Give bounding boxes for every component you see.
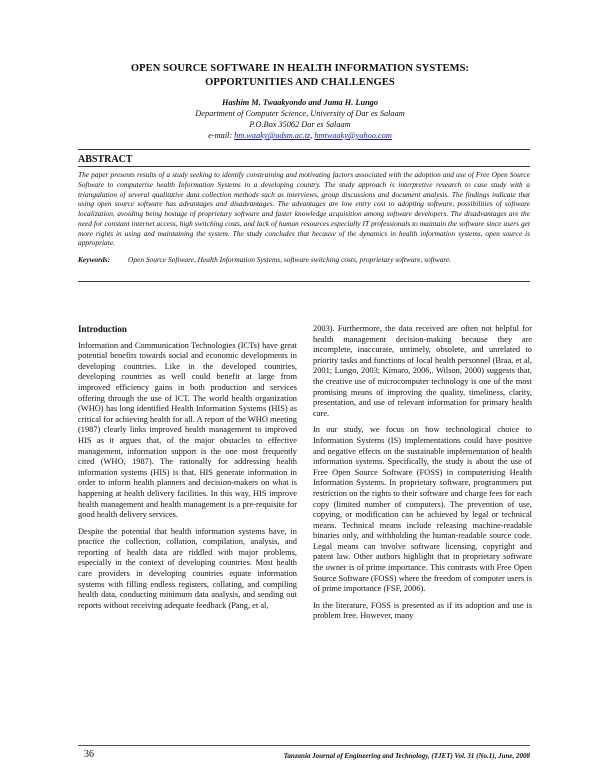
title-line-1: OPEN SOURCE SOFTWARE IN HEALTH INFORMATION SYSTEMS: xyxy=(130,63,470,74)
journal-citation: Tanzania Journal of Engineering and Technology, (TJET) Vol. 31 (No.1), June, 2008 xyxy=(283,752,530,760)
left-paragraph-1: Information and Communication Technologies (ICTs) have great potential benefits towards social and economic developments in developing countries. Like in the developed countries, developing countries as well could benefit at large from improved efficiency gains in both production and services offering through the use of ICT. The world health organization (WHO) has long identified Health Information Systems (HIS) as critical for achieving health for all. A report of the WHO meeting (1987) clearly links improved health management to improved HIS as it argues that, of the major obstacles to effective management, information support is the one most frequently cited (WHO, 1987). The rationally for addressing health information systems (HIS) is that, HIS generate information in order to inform health planners and decision-makers on what is happening at health delivery facilities. In this way, HIS improve health management and health management is a pre-requisite for good health delivery services. xyxy=(78,340,297,520)
footer-rule xyxy=(78,745,530,746)
right-paragraph-1: 2003). Furthermore, the data received are often not helpful for health management decision-making because they are incomplete, inaccurate, untimely, obsolete, and unrelated to priority tasks and functions of local health personnel (Braa, et al, 2001; Lungo, 2003; Kimaro, 2006,. Wilson, 2000) suggests that, the creative use of microcomputer technology is one of the most promising means of improving the quality, timeliness, clarity, presentation, and use of relevant information for primary health care. xyxy=(313,324,532,418)
title-line-2: OPPORTUNITIES AND CHALLENGES xyxy=(205,77,395,88)
left-column xyxy=(78,324,297,617)
abstract-text: The paper presents results of a study seeking to identify constraining and motivating factors associated with the adoption and use of Free Open Source Software to computerise health Information Systems in a developing country. The study approach is interpretive research to case study with a triangulation of several qualitative data collection methods such as interviews, group discussions and document analysis. The findings indicate that using open source software has advantages and disadvantages. The advantages are low entry cost to adopting software, possibilities of software localization, avoiding being hostage of proprietary software and faster knowledge acquisition among software developers. The disadvantages are the need for constant internet access, high switching costs, and lack of human resources especially IT professionals to maintain the software since users get more rights in using and maintaining the system. The study concludes that because of the dynamics in health information systems, open source is appropriate. xyxy=(78,170,530,248)
abstract-heading-rule xyxy=(78,166,530,167)
email-line xyxy=(60,130,540,141)
author-names: Hashim M. Twaakyondo and Juma H. Lungo xyxy=(222,98,378,107)
affiliation: Department of Computer Science, University of Dar es Salaam xyxy=(195,109,405,118)
keywords-text: Open Source Software, Health Information Systems, software switching costs, proprietary software, software. xyxy=(128,255,452,264)
keywords-label: Keywords: xyxy=(78,255,111,264)
paper-title xyxy=(60,62,540,90)
keywords-rule xyxy=(78,281,530,282)
right-paragraph-2: In our study, we focus on how technological choice to Information Systems (IS) implementations could have positive and negative effects on the sustainable implementation of health information systems. Specifically, the study is about the use of Free Open Source Software (FOSS) in computerising Health Information Systems. In proprietary software, programmers put restriction on the rights to their software and charge fees for each copy (limited number of computers). The prevention of use, copying, or modification can be achieved by legal or technical means. Technical means include releasing machine-readable binaries only, and withholding the human-readable source code. Legal means can involve software licensing, copyright and patent law. Other authors highlight that in proprietary software the owner is of prime importance. This contrasts with Free Open Source Software (FOSS) where the freedom of computer users is of prime importance (FSF, 2006). xyxy=(313,425,532,594)
keywords xyxy=(78,255,530,265)
right-column xyxy=(313,324,532,628)
email-link-2[interactable]: hmtwaaky@yahoo.com xyxy=(314,131,392,140)
abstract-top-rule xyxy=(78,149,530,150)
left-paragraph-2: Despite the potential that health information systems have, in practice the collection, collation, compilation, analysis, and reporting of health data are riddled with major problems, especially in the context of developing countries. Most health care providers in developing countries equate information systems with filling endless registers, collating, and compiling health data, conducting minimum data analysis, and sending out reports without receiving adequate feedback (Pang, et al, xyxy=(78,526,297,610)
email-label: e-mail: xyxy=(208,131,235,140)
abstract-heading: ABSTRACT xyxy=(78,154,133,165)
right-paragraph-3: In the literature, FOSS is presented as if its adoption and use is problem free. However, many xyxy=(313,600,532,621)
introduction-heading: Introduction xyxy=(78,324,127,334)
email-link-1[interactable]: hm.waaky@udsm.ac.tz xyxy=(234,131,311,140)
page-number: 36 xyxy=(84,749,94,760)
email-separator: , xyxy=(310,131,315,140)
author-block xyxy=(60,97,540,141)
address: P.O.Box 35062 Dar es Salaam xyxy=(249,120,351,129)
